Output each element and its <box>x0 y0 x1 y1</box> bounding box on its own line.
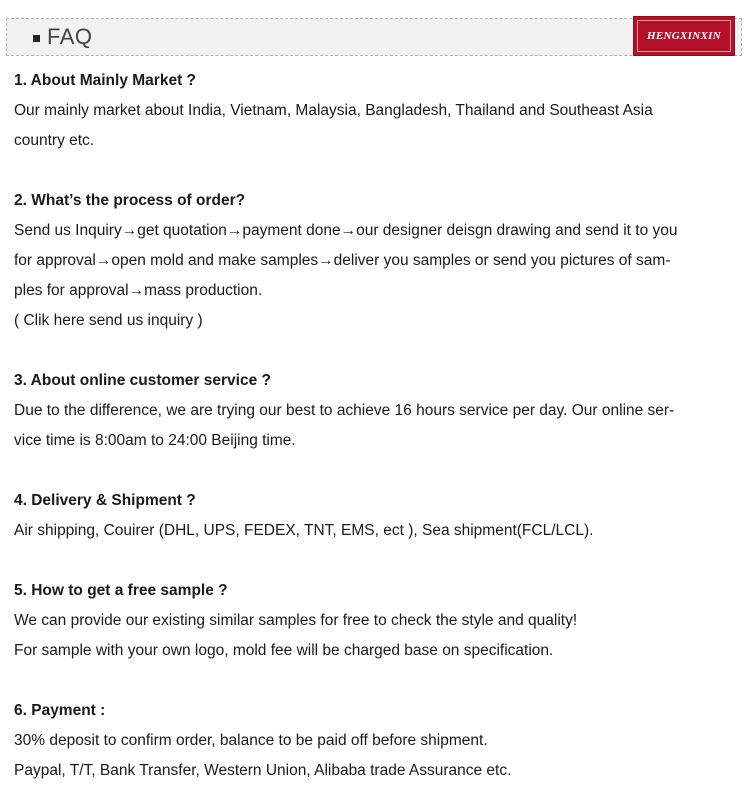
faq-question: 6. Payment : <box>14 702 106 719</box>
faq-answer-line: Due to the difference, we are trying our best to achieve 16 hours service per day. Our online ser- <box>14 402 675 419</box>
send-inquiry-link[interactable]: ( Clik here send us inquiry ) <box>14 312 203 329</box>
faq-question: 5. How to get a free sample ? <box>14 582 228 599</box>
faq-list <box>14 66 730 786</box>
faq-item-order-process <box>14 186 730 336</box>
faq-answer-line: for approval→open mold and make samples→deliver you samples or send you pictures of sam- <box>14 252 671 269</box>
faq-item-payment <box>14 696 730 786</box>
faq-answer-line: ples for approval→mass production. <box>14 282 263 299</box>
faq-answer-line: Send us Inquiry→get quotation→payment done→our designer deisgn drawing and send it to you <box>14 222 678 239</box>
faq-item-market <box>14 66 730 156</box>
faq-answer-line: For sample with your own logo, mold fee will be charged base on specification. <box>14 642 554 659</box>
faq-question: 3. About online customer service ? <box>14 372 271 389</box>
spacer <box>14 666 730 696</box>
faq-question: 1. About Mainly Market ? <box>14 72 197 89</box>
faq-answer-line: Air shipping, Couirer (DHL, UPS, FEDEX, TNT, EMS, ect ), Sea shipment(FCL/LCL). <box>14 522 594 539</box>
brand-logo <box>633 16 735 56</box>
faq-answer-line: Paypal, T/T, Bank Transfer, Western Union, Alibaba trade Assurance etc. <box>14 762 512 779</box>
faq-answer-line: country etc. <box>14 132 95 149</box>
faq-answer-line: vice time is 8:00am to 24:00 Beijing time. <box>14 432 296 449</box>
faq-question: 4. Delivery & Shipment ? <box>14 492 196 509</box>
spacer <box>14 546 730 576</box>
faq-answer-line: 30% deposit to confirm order, balance to be paid off before shipment. <box>14 732 488 749</box>
faq-item-customer-service <box>14 366 730 456</box>
page-title: FAQ <box>47 24 93 49</box>
spacer <box>14 456 730 486</box>
square-bullet-icon <box>33 35 40 42</box>
logo-text: HENGXINXIN <box>647 30 721 42</box>
spacer <box>14 156 730 186</box>
faq-answer-line: Our mainly market about India, Vietnam, Malaysia, Bangladesh, Thailand and Southeast Asia <box>14 102 653 119</box>
faq-question: 2. What’s the process of order? <box>14 192 246 209</box>
faq-answer-line: We can provide our existing similar samples for free to check the style and quality! <box>14 612 578 629</box>
faq-header-bar <box>6 18 742 56</box>
faq-item-free-sample <box>14 576 730 666</box>
faq-item-shipment <box>14 486 730 546</box>
spacer <box>14 336 730 366</box>
